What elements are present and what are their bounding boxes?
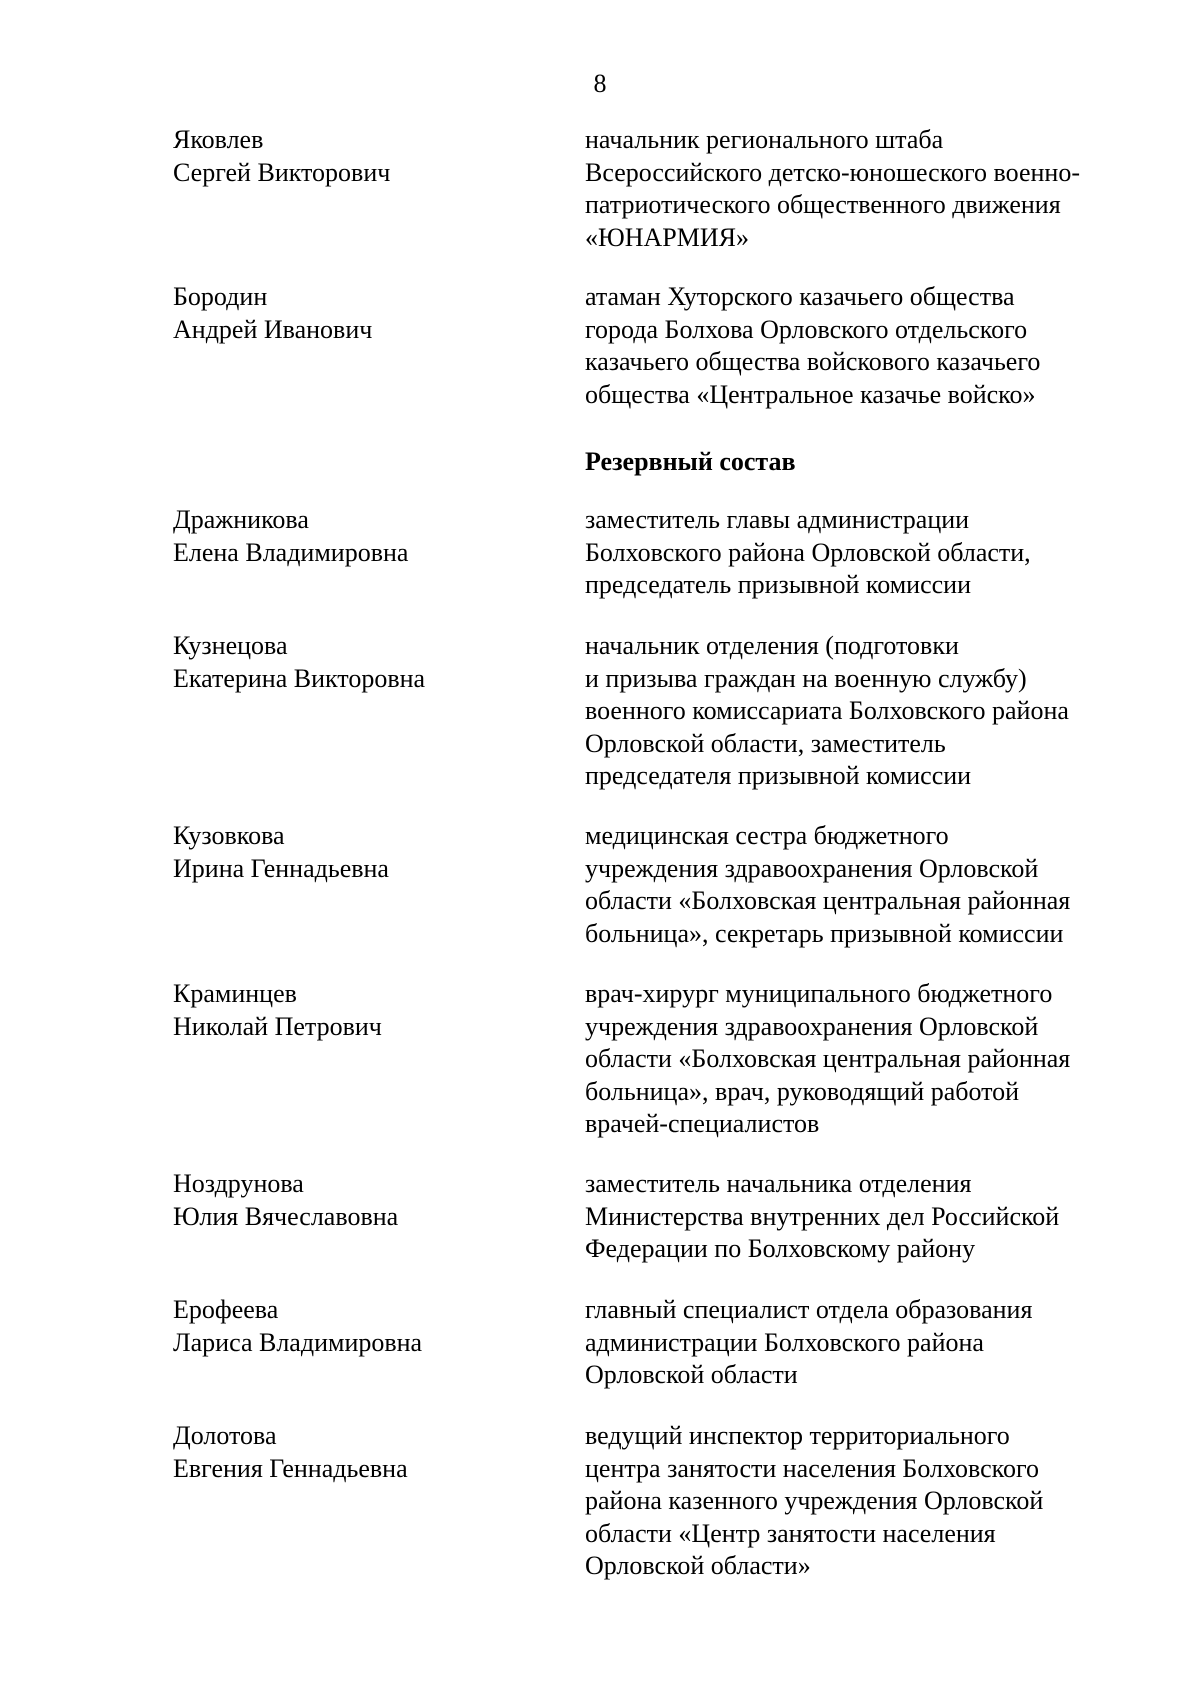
member-name bbox=[173, 1420, 573, 1485]
member-name bbox=[173, 978, 573, 1043]
position-line: общества «Центральное казачье войско» bbox=[585, 379, 1036, 409]
position-line: Орловской области, заместитель bbox=[585, 728, 946, 758]
member-name bbox=[173, 124, 573, 189]
position-line: атаман Хуторского казачьего общества bbox=[585, 282, 1015, 311]
member-given-names: Юлия Вячеславовна bbox=[173, 1201, 399, 1231]
position-line: Федерации по Болховскому району bbox=[585, 1234, 976, 1264]
position-line: области «Болховская центральная районная bbox=[585, 1044, 1071, 1074]
member-position bbox=[585, 124, 1145, 254]
page-number: 8 bbox=[593, 69, 607, 98]
position-line: больница», секретарь призывной комиссии bbox=[585, 918, 1064, 948]
position-line: Орловской области» bbox=[585, 1551, 811, 1581]
position-line: администрации Болховского района bbox=[585, 1327, 984, 1357]
position-line: больница», врач, руководящий работой bbox=[585, 1076, 1020, 1106]
member-surname: Бородин bbox=[173, 282, 268, 311]
position-line: заместитель главы администрации bbox=[585, 505, 970, 534]
position-line: Орловской области bbox=[585, 1360, 798, 1390]
member-name bbox=[173, 630, 573, 695]
position-line: города Болхова Орловского отдельского bbox=[585, 314, 1028, 344]
position-line: врач-хирург муниципального бюджетного bbox=[585, 979, 1053, 1008]
position-line: Болховского района Орловской области, bbox=[585, 537, 1031, 567]
member-name bbox=[173, 281, 573, 346]
member-position bbox=[585, 978, 1145, 1141]
member-position bbox=[585, 504, 1145, 602]
position-line: начальник регионального штаба bbox=[585, 125, 944, 154]
member-given-names: Лариса Владимировна bbox=[173, 1327, 423, 1357]
position-line: председатель призывной комиссии bbox=[585, 570, 971, 600]
position-line: председателя призывной комиссии bbox=[585, 761, 972, 791]
member-surname: Ерофеева bbox=[173, 1295, 279, 1324]
member-given-names: Екатерина Викторовна bbox=[173, 663, 426, 693]
member-given-names: Николай Петрович bbox=[173, 1011, 382, 1041]
reserve-section-heading: Резервный состав bbox=[585, 447, 796, 476]
position-line: Министерства внутренних дел Российской bbox=[585, 1201, 1060, 1231]
member-name bbox=[173, 1168, 573, 1233]
member-position bbox=[585, 281, 1145, 411]
member-name bbox=[173, 1294, 573, 1359]
position-line: района казенного учреждения Орловской bbox=[585, 1486, 1044, 1516]
position-line: патриотического общественного движения bbox=[585, 190, 1061, 220]
member-surname: Дражникова bbox=[173, 505, 309, 534]
member-given-names: Сергей Викторович bbox=[173, 157, 391, 187]
member-surname: Кузнецова bbox=[173, 631, 288, 660]
position-line: начальник отделения (подготовки bbox=[585, 631, 959, 660]
position-line: врачей-специалистов bbox=[585, 1109, 820, 1139]
member-name bbox=[173, 504, 573, 569]
position-line: области «Центр занятости населения bbox=[585, 1518, 996, 1548]
member-position bbox=[585, 820, 1145, 950]
member-position bbox=[585, 1168, 1145, 1266]
member-given-names: Евгения Геннадьевна bbox=[173, 1453, 408, 1483]
position-line: «ЮНАРМИЯ» bbox=[585, 222, 749, 252]
position-line: области «Болховская центральная районная bbox=[585, 886, 1071, 916]
member-given-names: Елена Владимировна bbox=[173, 537, 409, 567]
position-line: ведущий инспектор территориального bbox=[585, 1421, 1010, 1450]
member-given-names: Андрей Иванович bbox=[173, 314, 373, 344]
position-line: учреждения здравоохранения Орловской bbox=[585, 1011, 1039, 1041]
position-line: главный специалист отдела образования bbox=[585, 1295, 1033, 1324]
member-position bbox=[585, 1420, 1145, 1583]
position-line: учреждения здравоохранения Орловской bbox=[585, 853, 1039, 883]
position-line: казачьего общества войскового казачьего bbox=[585, 347, 1041, 377]
member-position bbox=[585, 630, 1145, 793]
member-name bbox=[173, 820, 573, 885]
position-line: военного комиссариата Болховского района bbox=[585, 696, 1069, 726]
member-given-names: Ирина Геннадьевна bbox=[173, 853, 389, 883]
position-line: заместитель начальника отделения bbox=[585, 1169, 972, 1198]
member-surname: Долотова bbox=[173, 1421, 277, 1450]
position-line: и призыва граждан на военную службу) bbox=[585, 663, 1027, 693]
position-line: центра занятости населения Болховского bbox=[585, 1453, 1039, 1483]
member-surname: Кузовкова bbox=[173, 821, 285, 850]
member-surname: Ноздрунова bbox=[173, 1169, 304, 1198]
position-line: Всероссийского детско-юношеского военно- bbox=[585, 157, 1080, 187]
member-position bbox=[585, 1294, 1145, 1392]
position-line: медицинская сестра бюджетного bbox=[585, 821, 949, 850]
member-surname: Яковлев bbox=[173, 125, 264, 154]
member-surname: Краминцев bbox=[173, 979, 297, 1008]
